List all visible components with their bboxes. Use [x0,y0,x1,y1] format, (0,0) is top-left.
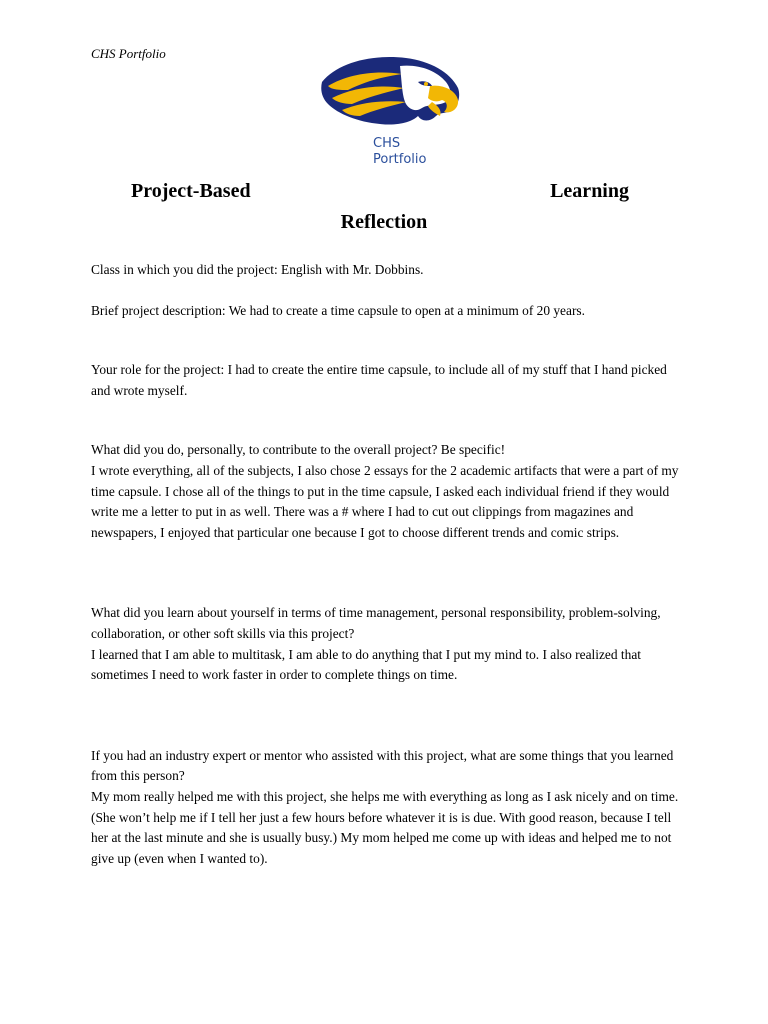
mentor-question: If you had an industry expert or mentor who assisted with this project, what are some things that you learned from this person? [91,747,674,784]
description-text: Brief project description: We had to create a time capsule to open at a minimum of 20 years. [91,302,585,318]
eagle-head-logo-icon [318,52,463,130]
description-section [91,301,683,322]
contribution-answer: I wrote everything, all of the subjects, I also chose 2 essays for the 2 academic artifacts that were a part of my time capsule. I chose all of the things to put in the time capsule, I asked each individual friend if they would write me a letter to put in as well. There was a # where I had to cut out clippings from magazines and newspapers, I enjoyed that particular one because I got to choose different trends and comic strips. [91,462,679,540]
logo-caption [373,136,463,168]
class-section [91,260,683,281]
logo-caption-line1: CHS [373,136,401,151]
role-text: Your role for the project: I had to create the entire time capsule, to include all of my stuff that I hand picked and wrote myself. [91,362,667,398]
learned-section [91,603,683,685]
document-title-line2: Reflection [340,211,428,233]
title-word-project-based: Project-Based [131,180,251,202]
reflection-body [91,260,683,869]
page-header: CHS Portfolio [91,46,166,61]
learned-question: What did you learn about yourself in terms of time management, personal responsibility, problem-solving, collaboration, or other soft skills via this project? [91,605,661,641]
contribution-section [91,440,683,543]
document-title-line1 [131,180,629,203]
mentor-answer: My mom really helped me with this project, she helps me with everything as long as I ask nicely and on time. (She won’t help me if I tell her just a few hours before whatever it is is due. With good reason, because I tell her at the last minute and she is usually busy.) My mom helped me come up with ideas and helped me to not give up (even when I wanted to). [91,788,679,866]
logo-caption-line2: Portfolio [373,152,427,167]
class-text: Class in which you did the project: English with Mr. Dobbins. [91,262,424,277]
mentor-section [91,746,683,870]
title-word-learning: Learning [550,180,629,202]
contribution-question: What did you do, personally, to contribute to the overall project? Be specific! [91,442,506,458]
role-section [91,360,683,401]
learned-answer: I learned that I am able to multitask, I am able to do anything that I put my mind to. I also realized that sometimes I need to work faster in order to complete things on time. [91,646,641,683]
